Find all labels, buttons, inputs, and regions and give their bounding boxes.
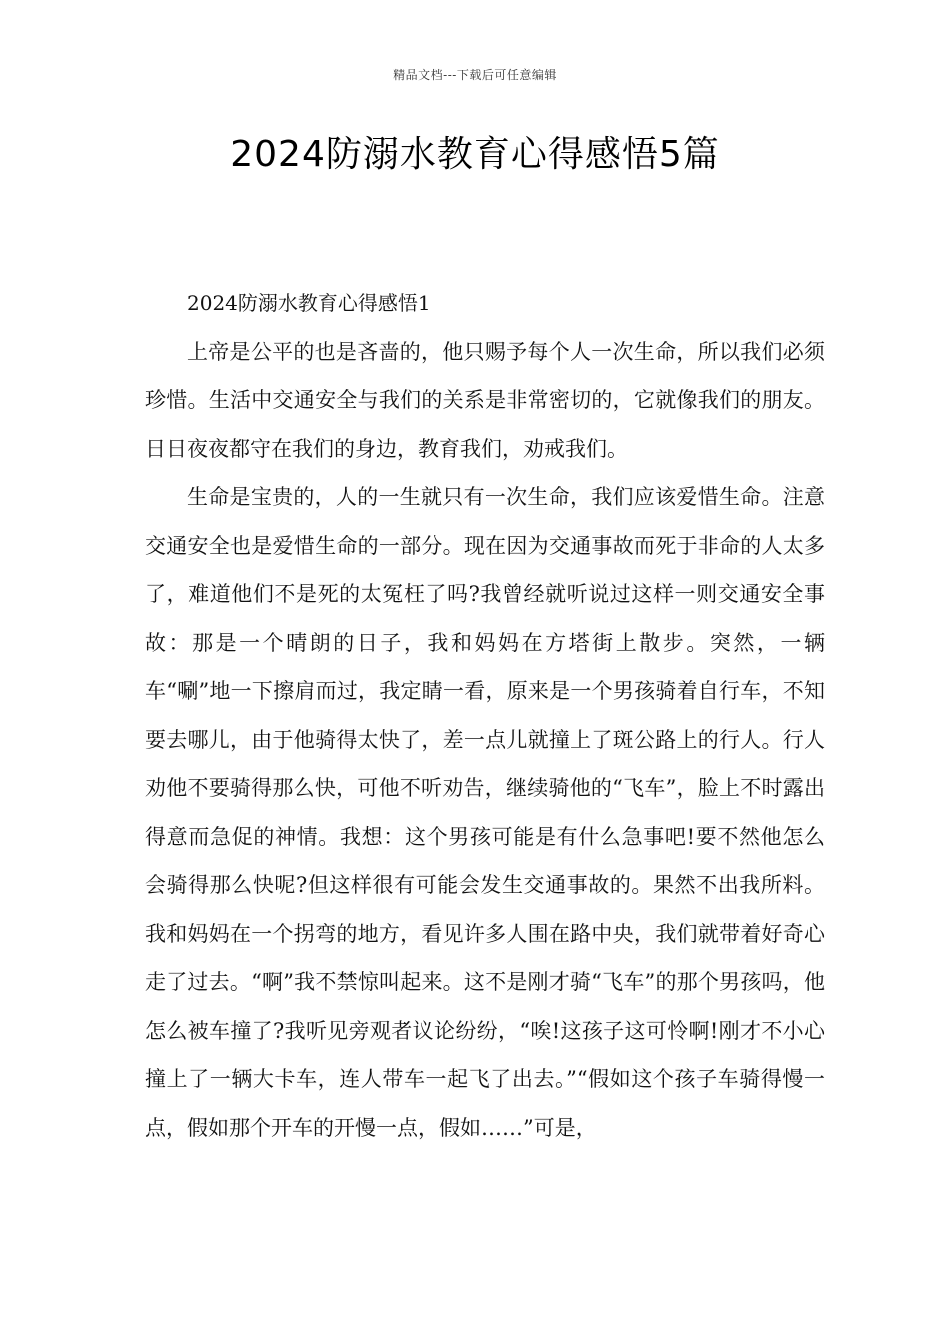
paragraph-1: 上帝是公平的也是吝啬的，他只赐予每个人一次生命，所以我们必须珍惜。生活中交通安全与我们的关系是非常密切的，它就像我们的朋友。日日夜夜都守在我们的身边，教育我们，劝戒我们。 [145, 339, 825, 461]
paragraph-2: 生命是宝贵的，人的一生就只有一次生命，我们应该爱惜生命。注意交通安全也是爱惜生命的一部分。现在因为交通事故而死于非命的人太多了，难道他们不是死的太冤枉了吗?我曾经就听说过这样一则交通安全事故：那是一个晴朗的日子，我和妈妈在方塔街上散步。突然，一辆车“唰”地一下擦肩而过，我定睛一看，原来是一个男孩骑着自行车，不知要去哪儿，由于他骑得太快了，差一点儿就撞上了斑公路上的行人。行人劝他不要骑得那么快，可他不听劝告，继续骑他的“飞车”，脸上不时露出得意而急促的神情。我想：这个男孩可能是有什么急事吧!要不然他怎么会骑得那么快呢?但这样很有可能会发生交通事故的。果然不出我所料。我和妈妈在一个拐弯的地方，看见许多人围在路中央，我们就带着好奇心走了过去。“啊”我不禁惊叫起来。这不是刚才骑“飞车”的那个男孩吗，他怎么被车撞了?我听见旁观者议论纷纷，“唉!这孩子这可怜啊!刚才不小心撞上了一辆大卡车，连人带车一起飞了出去。”“假如这个孩子车骑得慢一点，假如那个开车的开慢一点，假如……”可是， [145, 485, 825, 1140]
section-heading: 2024防溺水教育心得感悟1 [187, 291, 431, 315]
document-title: 2024防溺水教育心得感悟5篇 [230, 134, 720, 175]
header-note: 精品文档---下载后可任意编辑 [393, 68, 557, 82]
document-body [145, 279, 825, 1152]
